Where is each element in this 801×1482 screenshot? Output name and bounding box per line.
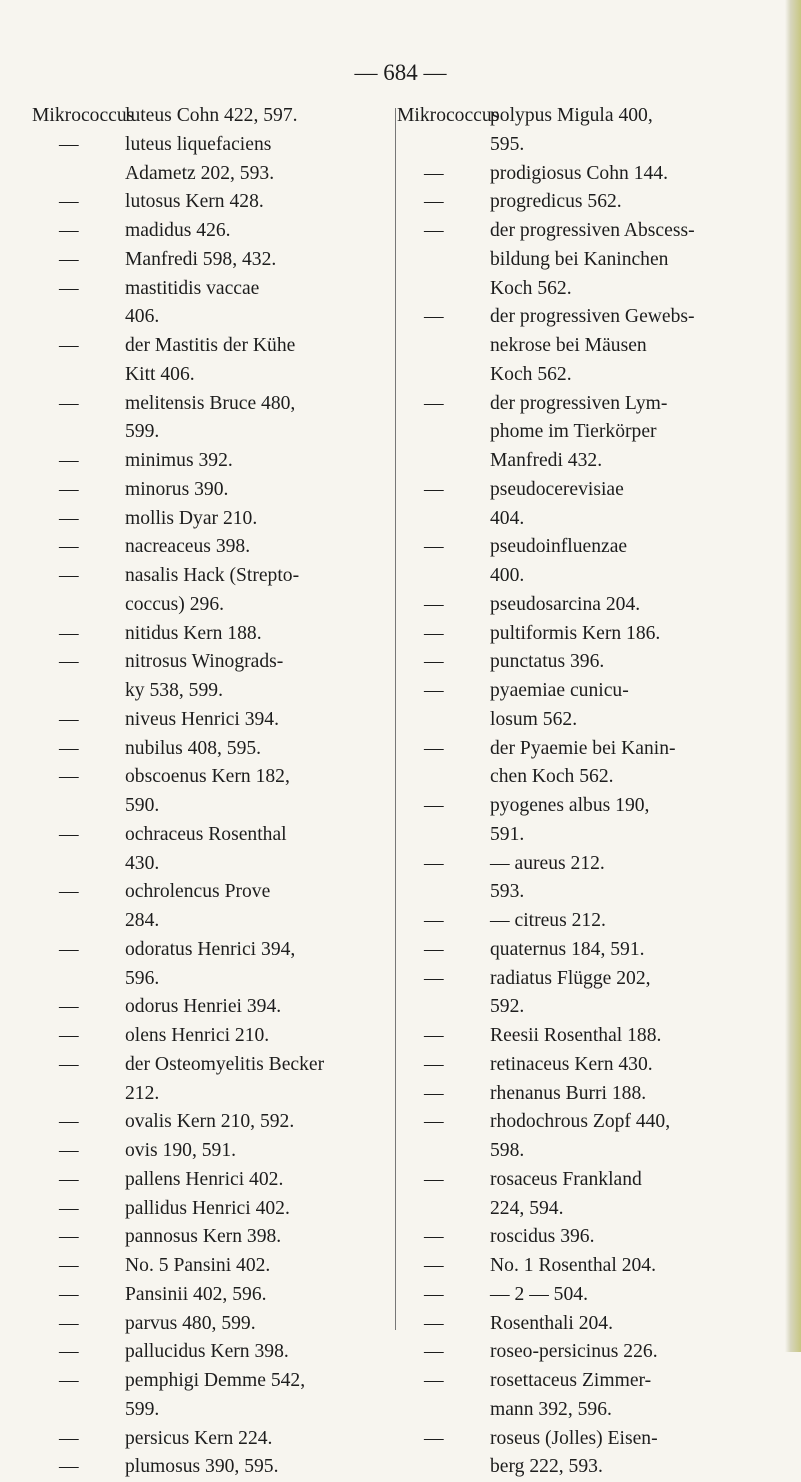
entry-text: Rosenthali 204. xyxy=(490,1312,613,1334)
ditto-dash: — xyxy=(424,910,444,931)
genus-label: Mikrococcus xyxy=(32,105,135,126)
entry-text: persicus Kern 224. xyxy=(125,1427,273,1449)
index-line xyxy=(397,246,772,275)
ditto-dash: — xyxy=(424,1082,444,1104)
index-line xyxy=(397,1367,772,1396)
entry-text: radiatus Flügge 202, xyxy=(490,967,651,989)
index-line xyxy=(32,246,392,275)
ditto-dash: — xyxy=(424,1341,444,1363)
entry-text: 224, 594. xyxy=(490,1197,564,1219)
index-line xyxy=(397,1453,772,1482)
entry-text: — citreus 212. xyxy=(490,910,606,931)
index-line xyxy=(397,1338,772,1367)
index-line xyxy=(32,965,392,994)
ditto-dash: — xyxy=(59,996,79,1018)
index-line xyxy=(397,1396,772,1425)
index-line xyxy=(32,102,392,131)
ditto-dash: — xyxy=(59,507,79,529)
entry-text: rosaceus Frankland xyxy=(490,1168,642,1190)
entry-text: coccus) 296. xyxy=(125,593,225,615)
ditto-dash: — xyxy=(424,737,444,759)
index-line xyxy=(32,505,392,534)
index-line xyxy=(32,1080,392,1109)
ditto-dash: — xyxy=(59,277,79,299)
entry-text: chen Koch 562. xyxy=(490,766,614,788)
ditto-dash: — xyxy=(59,1312,79,1334)
ditto-dash: — xyxy=(59,536,79,558)
index-line xyxy=(32,1022,392,1051)
ditto-dash: — xyxy=(59,133,79,155)
entry-text: quaternus 184, 591. xyxy=(490,938,645,960)
index-line xyxy=(397,505,772,534)
entry-text: 212. xyxy=(125,1082,160,1104)
ditto-dash: — xyxy=(424,306,444,328)
entry-text: pseudoinfluenzae xyxy=(490,536,628,558)
entry-text: Manfredi 432. xyxy=(490,450,603,471)
index-line xyxy=(32,706,392,735)
entry-text: rhenanus Burri 188. xyxy=(490,1082,647,1104)
index-line xyxy=(397,562,772,591)
entry-text: — aureus 212. xyxy=(490,852,605,874)
entry-text: melitensis Bruce 480, xyxy=(125,392,296,414)
index-line xyxy=(397,533,772,562)
ditto-dash: — xyxy=(424,593,444,615)
entry-text: Manfredi 598, 432. xyxy=(125,248,277,270)
index-line xyxy=(397,131,772,160)
index-line xyxy=(32,1195,392,1224)
index-line xyxy=(397,1310,772,1339)
entry-text: mastitidis vaccae xyxy=(125,277,260,299)
entry-text: 400. xyxy=(490,565,525,586)
index-line xyxy=(397,907,772,936)
index-line xyxy=(32,390,392,419)
ditto-dash: — xyxy=(424,1370,444,1391)
entry-text: pyaemiae cunicu- xyxy=(490,680,629,701)
index-line xyxy=(32,361,392,390)
entry-text: pannosus Kern 398. xyxy=(125,1226,282,1248)
entry-text: 404. xyxy=(490,507,525,529)
index-line xyxy=(397,1137,772,1166)
index-line xyxy=(397,821,772,850)
index-line xyxy=(397,648,772,677)
entry-text: luteus liquefaciens xyxy=(125,133,272,155)
entry-text: 284. xyxy=(125,910,160,931)
index-line xyxy=(397,1195,772,1224)
left-column xyxy=(32,102,392,1482)
entry-text: nubilus 408, 595. xyxy=(125,737,262,759)
index-line xyxy=(397,1166,772,1195)
entry-text: punctatus 396. xyxy=(490,651,605,673)
index-line xyxy=(397,390,772,419)
ditto-dash: — xyxy=(424,938,444,960)
index-line xyxy=(32,533,392,562)
entry-text: pseudocerevisiae xyxy=(490,478,624,500)
index-line xyxy=(32,1396,392,1425)
ditto-dash: — xyxy=(59,1053,79,1075)
entry-text: mollis Dyar 210. xyxy=(125,507,258,529)
index-line xyxy=(397,1281,772,1310)
entry-text: pultiformis Kern 186. xyxy=(490,622,661,644)
index-line xyxy=(32,1425,392,1454)
index-line xyxy=(32,735,392,764)
ditto-dash: — xyxy=(59,1226,79,1248)
ditto-dash: — xyxy=(59,450,79,471)
index-line xyxy=(397,1022,772,1051)
index-line xyxy=(32,1453,392,1482)
index-line xyxy=(397,706,772,735)
index-line xyxy=(397,1051,772,1080)
entry-text: minorus 390. xyxy=(125,478,229,500)
entry-text: 430. xyxy=(125,852,160,874)
index-line xyxy=(32,648,392,677)
index-line xyxy=(32,131,392,160)
entry-text: phome im Tierkörper xyxy=(490,421,657,443)
index-line xyxy=(32,1166,392,1195)
entry-text: ky 538, 599. xyxy=(125,680,223,701)
ditto-dash: — xyxy=(424,1168,444,1190)
index-line xyxy=(397,476,772,505)
ditto-dash: — xyxy=(59,1025,79,1046)
entry-text: rosettaceus Zimmer- xyxy=(490,1370,652,1391)
index-line xyxy=(397,591,772,620)
index-line xyxy=(397,993,772,1022)
index-line xyxy=(32,188,392,217)
entry-text: pallidus Henrici 402. xyxy=(125,1197,290,1219)
entry-text: niveus Henrici 394. xyxy=(125,708,279,730)
ditto-dash: — xyxy=(59,392,79,414)
index-line xyxy=(397,332,772,361)
index-line xyxy=(397,217,772,246)
index-line xyxy=(397,160,772,189)
entry-text: ochrolencus Prove xyxy=(125,881,271,903)
index-line xyxy=(32,562,392,591)
entry-text: Koch 562. xyxy=(490,277,572,299)
entry-text: — 2 — 504. xyxy=(490,1283,588,1305)
index-line xyxy=(32,217,392,246)
entry-text: luteus Cohn 422, 597. xyxy=(125,105,298,126)
entry-text: progredicus 562. xyxy=(490,191,622,213)
index-line xyxy=(397,275,772,304)
ditto-dash: — xyxy=(59,766,79,788)
index-line xyxy=(32,792,392,821)
entry-text: retinaceus Kern 430. xyxy=(490,1053,653,1075)
entry-text: 596. xyxy=(125,967,160,989)
entry-text: 598. xyxy=(490,1140,525,1161)
entry-text: pallens Henrici 402. xyxy=(125,1168,284,1190)
ditto-dash: — xyxy=(424,220,444,241)
entry-text: Adametz 202, 593. xyxy=(125,162,275,184)
index-line xyxy=(397,1425,772,1454)
ditto-dash: — xyxy=(59,1140,79,1161)
index-line xyxy=(32,160,392,189)
ditto-dash: — xyxy=(424,1111,444,1133)
index-line xyxy=(397,418,772,447)
entry-text: 593. xyxy=(490,881,525,903)
index-line xyxy=(397,677,772,706)
entry-text: 599. xyxy=(125,421,160,443)
ditto-dash: — xyxy=(59,1168,79,1190)
entry-text: roscidus 396. xyxy=(490,1226,595,1248)
index-line xyxy=(32,1310,392,1339)
index-line xyxy=(32,850,392,879)
entry-text: 595. xyxy=(490,133,525,155)
index-line xyxy=(32,821,392,850)
index-line xyxy=(32,591,392,620)
entry-text: mann 392, 596. xyxy=(490,1398,612,1420)
ditto-dash: — xyxy=(424,1312,444,1334)
ditto-dash: — xyxy=(424,1283,444,1305)
ditto-dash: — xyxy=(59,938,79,960)
index-line xyxy=(32,677,392,706)
entry-text: No. 1 Rosenthal 204. xyxy=(490,1255,656,1276)
index-line xyxy=(397,361,772,390)
entry-text: minimus 392. xyxy=(125,450,233,471)
ditto-dash: — xyxy=(424,622,444,644)
index-line xyxy=(32,275,392,304)
ditto-dash: — xyxy=(424,392,444,414)
index-line xyxy=(32,303,392,332)
index-line xyxy=(32,1281,392,1310)
ditto-dash: — xyxy=(424,478,444,500)
entry-text: madidus 426. xyxy=(125,220,231,241)
ditto-dash: — xyxy=(424,1427,444,1449)
entry-text: Reesii Rosenthal 188. xyxy=(490,1025,662,1046)
ditto-dash: — xyxy=(424,967,444,989)
ditto-dash: — xyxy=(424,1255,444,1276)
entry-text: ovalis Kern 210, 592. xyxy=(125,1111,295,1133)
entry-text: prodigiosus Cohn 144. xyxy=(490,162,668,184)
index-line xyxy=(32,418,392,447)
entry-text: pseudosarcina 204. xyxy=(490,593,641,615)
index-line xyxy=(397,965,772,994)
index-line xyxy=(397,102,772,131)
entry-text: lutosus Kern 428. xyxy=(125,191,264,213)
index-line xyxy=(32,936,392,965)
index-line xyxy=(32,447,392,476)
ditto-dash: — xyxy=(59,220,79,241)
column-divider xyxy=(395,108,396,1330)
index-line xyxy=(397,936,772,965)
entry-text: No. 5 Pansini 402. xyxy=(125,1255,271,1276)
entry-text: roseo-persicinus 226. xyxy=(490,1341,658,1363)
ditto-dash: — xyxy=(59,1197,79,1219)
index-line xyxy=(397,1108,772,1137)
index-line xyxy=(32,1223,392,1252)
ditto-dash: — xyxy=(59,1456,79,1478)
entry-text: plumosus 390, 595. xyxy=(125,1456,279,1478)
ditto-dash: — xyxy=(424,162,444,184)
ditto-dash: — xyxy=(424,191,444,213)
index-line xyxy=(397,447,772,476)
entry-text: ochraceus Rosenthal xyxy=(125,823,287,845)
index-line xyxy=(397,303,772,332)
index-line xyxy=(32,1051,392,1080)
index-line xyxy=(397,878,772,907)
index-line xyxy=(397,735,772,764)
entry-text: pyogenes albus 190, xyxy=(490,795,650,816)
ditto-dash: — xyxy=(424,852,444,874)
ditto-dash: — xyxy=(424,1226,444,1248)
ditto-dash: — xyxy=(59,1370,79,1391)
entry-text: pemphigi Demme 542, xyxy=(125,1370,306,1391)
index-line xyxy=(397,1223,772,1252)
index-line xyxy=(397,188,772,217)
ditto-dash: — xyxy=(424,795,444,816)
index-line xyxy=(397,1252,772,1281)
entry-text: der progressiven Lym- xyxy=(490,392,668,414)
ditto-dash: — xyxy=(424,680,444,701)
ditto-dash: — xyxy=(59,1283,79,1305)
ditto-dash: — xyxy=(59,881,79,903)
entry-text: ovis 190, 591. xyxy=(125,1140,237,1161)
entry-text: odoratus Henrici 394, xyxy=(125,938,296,960)
entry-text: der Osteomyelitis Becker xyxy=(125,1053,325,1075)
entry-text: losum 562. xyxy=(490,708,578,730)
entry-text: Koch 562. xyxy=(490,363,572,385)
entry-text: der Mastitis der Kühe xyxy=(125,335,296,356)
entry-text: der Pyaemie bei Kanin- xyxy=(490,737,676,759)
ditto-dash: — xyxy=(59,248,79,270)
entry-text: bildung bei Kaninchen xyxy=(490,248,669,270)
entry-text: 590. xyxy=(125,795,160,816)
entry-text: nacreaceus 398. xyxy=(125,536,251,558)
index-line xyxy=(397,1080,772,1109)
entry-text: nasalis Hack (Strepto- xyxy=(125,565,300,586)
ditto-dash: — xyxy=(59,1341,79,1363)
ditto-dash: — xyxy=(59,191,79,213)
index-line xyxy=(397,792,772,821)
ditto-dash: — xyxy=(59,1427,79,1449)
ditto-dash: — xyxy=(424,1025,444,1046)
entry-text: der progressiven Abscess- xyxy=(490,220,695,241)
entry-text: olens Henrici 210. xyxy=(125,1025,270,1046)
ditto-dash: — xyxy=(59,565,79,586)
page-edge-shadow xyxy=(785,0,801,1352)
index-line xyxy=(32,1137,392,1166)
index-line xyxy=(32,1108,392,1137)
ditto-dash: — xyxy=(59,823,79,845)
index-line xyxy=(32,1367,392,1396)
entry-text: Pansinii 402, 596. xyxy=(125,1283,267,1305)
entry-text: berg 222, 593. xyxy=(490,1456,603,1478)
index-line xyxy=(32,1338,392,1367)
ditto-dash: — xyxy=(59,335,79,356)
ditto-dash: — xyxy=(59,1255,79,1276)
entry-text: rhodochrous Zopf 440, xyxy=(490,1111,671,1133)
index-line xyxy=(397,763,772,792)
index-line xyxy=(32,907,392,936)
entry-text: pallucidus Kern 398. xyxy=(125,1341,289,1363)
ditto-dash: — xyxy=(59,737,79,759)
ditto-dash: — xyxy=(59,622,79,644)
entry-text: 591. xyxy=(490,823,525,845)
ditto-dash: — xyxy=(424,651,444,673)
index-line xyxy=(32,332,392,361)
index-line xyxy=(32,878,392,907)
page-number: — 684 — xyxy=(354,60,447,85)
ditto-dash: — xyxy=(59,651,79,673)
entry-text: der progressiven Gewebs- xyxy=(490,306,695,328)
entry-text: 406. xyxy=(125,306,160,328)
entry-text: 592. xyxy=(490,996,525,1018)
ditto-dash: — xyxy=(59,1111,79,1133)
entry-text: parvus 480, 599. xyxy=(125,1312,256,1334)
entry-text: 599. xyxy=(125,1398,160,1420)
entry-text: nitrosus Winograds- xyxy=(125,651,284,673)
index-line xyxy=(32,1252,392,1281)
entry-text: nitidus Kern 188. xyxy=(125,622,262,644)
entry-text: nekrose bei Mäusen xyxy=(490,335,647,356)
index-line xyxy=(32,993,392,1022)
index-line xyxy=(397,850,772,879)
ditto-dash: — xyxy=(59,478,79,500)
index-line xyxy=(32,763,392,792)
entry-text: roseus (Jolles) Eisen- xyxy=(490,1427,658,1449)
entry-text: Kitt 406. xyxy=(125,363,195,385)
ditto-dash: — xyxy=(424,1053,444,1075)
genus-label: Mikrococcus xyxy=(397,105,500,126)
ditto-dash: — xyxy=(424,536,444,558)
ditto-dash: — xyxy=(59,708,79,730)
entry-text: polypus Migula 400, xyxy=(490,105,653,126)
entry-text: odorus Henriei 394. xyxy=(125,996,282,1018)
right-column xyxy=(397,102,772,1482)
index-line xyxy=(32,620,392,649)
entry-text: obscoenus Kern 182, xyxy=(125,766,290,788)
index-line xyxy=(32,476,392,505)
index-line xyxy=(397,620,772,649)
